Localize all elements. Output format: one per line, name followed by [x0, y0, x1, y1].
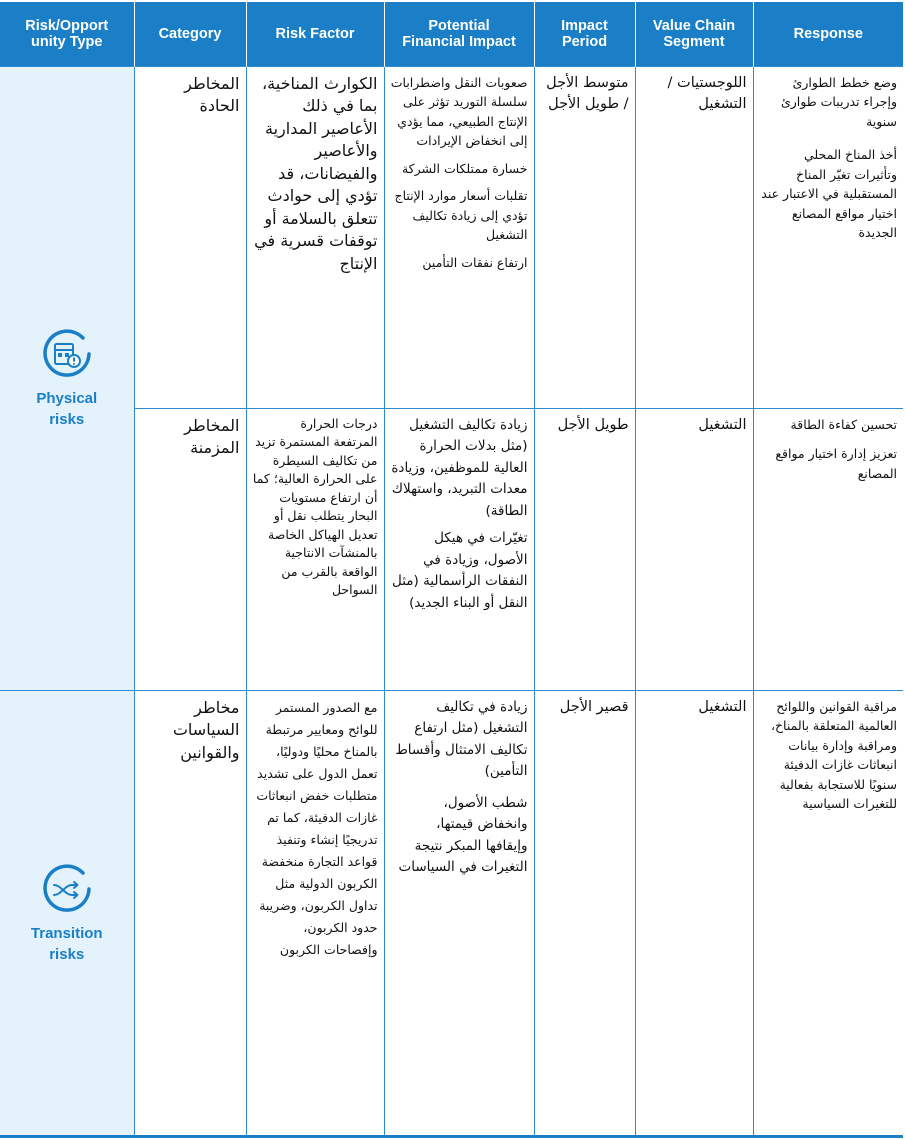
value-chain-text: اللوجستيات / التشغيل: [667, 74, 747, 112]
risk-factor-text: مع الصدور المستمر للوائح ومعايير مرتبطة بالمناخ محليًا ودوليًا، تعمل الدول على تشديد متطلبات خفض انبعاثات غازات الدفيئة، كما تم تدريجيًا إنشاء وتنفيذ قواعد التجارة منخفضة الكربون الدولية مثل تداول الكربون، وضريبة حدود الكربون، وإفصاحات الكربون: [256, 699, 378, 957]
response-cell: [753, 690, 903, 1136]
response-list: [760, 73, 898, 243]
impact-period-text: متوسط الأجل / طويل الأجل: [546, 74, 629, 112]
transition-arrows-icon: [39, 861, 95, 917]
header-line: Segment: [663, 33, 725, 50]
response-cell: [753, 408, 903, 690]
header-category: [134, 2, 246, 66]
risk-type-cell-physical: [0, 66, 134, 690]
response-list: [760, 697, 898, 814]
response-item: أخذ المناخ المحلي وتأثيرات تغيّر المناخ المستقبلية في الاعتبار عند اختيار مواقع المصانع الجديدة: [761, 147, 897, 240]
header-line: Risk/Opport: [25, 17, 109, 34]
financial-impact-cell: [384, 690, 534, 1136]
risk-type-label: [4, 388, 130, 430]
header-response: [753, 2, 903, 66]
value-chain-text: التشغيل: [698, 698, 747, 715]
header-line: Value Chain: [652, 17, 736, 34]
risk-type-label-line: Physical: [36, 390, 98, 407]
risk-type-label-line: risks: [49, 945, 85, 963]
risk-type-label-line: Transition: [30, 924, 103, 942]
header-impact-period: [534, 2, 635, 66]
risk-factor-cell: [246, 66, 384, 408]
response-item: مراقبة القوانين واللوائح العالمية المتعلقة بالمناخ، ومراقبة وإدارة بيانات انبعاثات غازات الدفيئة سنويًا للاستجابة بفعالية للتغيرات السياسية: [770, 698, 897, 811]
financial-impact-list: [391, 73, 528, 273]
category-cell: [134, 690, 246, 1136]
financial-impact-list: [391, 697, 528, 879]
header-line: Response: [793, 25, 863, 42]
category-text: المخاطر المزمنة: [184, 415, 240, 457]
impact-item: شطب الأصول، وانخفاض قيمتها، وإيقافها المبكر نتيجة التغيرات في السياسات: [398, 794, 528, 875]
table-row: [0, 408, 903, 690]
risk-factor-cell: [246, 690, 384, 1136]
value-chain-text: التشغيل: [698, 416, 747, 433]
risk-factor-text: الكوارث المناخية، بما في ذلك الأعاصير المدارية والأعاصير والفيضانات، قد تؤدي إلى حوادث تتعلق بالسلامة أو توقفات قسرية في الإنتاج: [254, 73, 378, 273]
response-cell: [753, 66, 903, 408]
impact-period-cell: [534, 408, 635, 690]
table-header-row: [0, 2, 903, 66]
header-financial-impact: [384, 2, 534, 66]
financial-impact-cell: [384, 408, 534, 690]
impact-item: ارتفاع نفقات التأمين: [422, 254, 528, 270]
header-risk-type: [0, 2, 134, 66]
header-line: Category: [158, 25, 222, 42]
risk-type-cell-transition: [0, 690, 134, 1136]
header-line: Financial Impact: [402, 33, 516, 50]
impact-item: زيادة في تكاليف التشغيل (مثل ارتفاع تكاليف الامتثال وأقساط التأمين): [395, 698, 528, 779]
header-line: Potential: [428, 17, 490, 34]
category-cell: [134, 408, 246, 690]
response-item: تحسين كفاءة الطاقة: [790, 416, 897, 432]
header-line: Period: [561, 33, 608, 50]
header-line: Risk Factor: [275, 25, 355, 42]
impact-period-cell: [534, 66, 635, 408]
response-item: وضع خطط الطوارئ وإجراء تدريبات طوارئ سنوية: [780, 74, 897, 129]
factory-alert-icon: [39, 326, 95, 382]
impact-period-text: قصير الأجل: [559, 698, 629, 715]
impact-item: خسارة ممتلكات الشركة: [401, 160, 528, 176]
risk-factor-text: درجات الحرارة المرتفعة المستمرة تزيد من تكاليف السيطرة على الحرارة العالية؛ كما أن ارتفاع مستويات البحار يتطلب نقل أو تعديل الهياكل الخاصة بالمنشآت الانتاجية الواقعة بالقرب من السواحل: [252, 415, 378, 597]
impact-item: تغيّرات في هيكل الأصول، وزيادة في النفقات الرأسمالية (مثل النقل أو البناء الجديد): [391, 530, 528, 611]
table-row: [0, 690, 903, 1136]
header-risk-factor: [246, 2, 384, 66]
financial-impact-cell: [384, 66, 534, 408]
value-chain-cell: [635, 690, 753, 1136]
category-cell: [134, 66, 246, 408]
impact-item: صعوبات النقل واضطرابات سلسلة التوريد تؤثر على الإنتاج الطبيعي، مما يؤدي إلى انخفاض الإيرادات: [390, 74, 528, 148]
response-item: تعزيز إدارة اختيار مواقع المصانع: [775, 446, 897, 481]
impact-period-text: طويل الأجل: [557, 416, 629, 433]
value-chain-cell: [635, 408, 753, 690]
risk-type-label-line: risks: [49, 411, 85, 428]
risk-type-label: [4, 923, 130, 965]
climate-risk-table: [0, 2, 903, 1138]
header-value-chain: [635, 2, 753, 66]
risk-factor-cell: [246, 408, 384, 690]
header-line: unity Type: [31, 33, 103, 50]
response-list: [760, 415, 898, 484]
value-chain-cell: [635, 66, 753, 408]
header-line: Impact: [561, 17, 608, 34]
category-text: المخاطر الحادة: [184, 73, 240, 115]
category-text: مخاطر السياسات والقوانين: [172, 697, 240, 762]
table-row: [0, 66, 903, 408]
financial-impact-list: [391, 415, 528, 615]
impact-item: زيادة تكاليف التشغيل (مثل بدلات الحرارة العالية للموظفين، وزيادة معدات التبريد، واستهلاك الطاقة): [391, 416, 528, 519]
impact-item: تقلبات أسعار موارد الإنتاج تؤدي إلى زيادة تكاليف التشغيل: [394, 188, 528, 242]
impact-period-cell: [534, 690, 635, 1136]
